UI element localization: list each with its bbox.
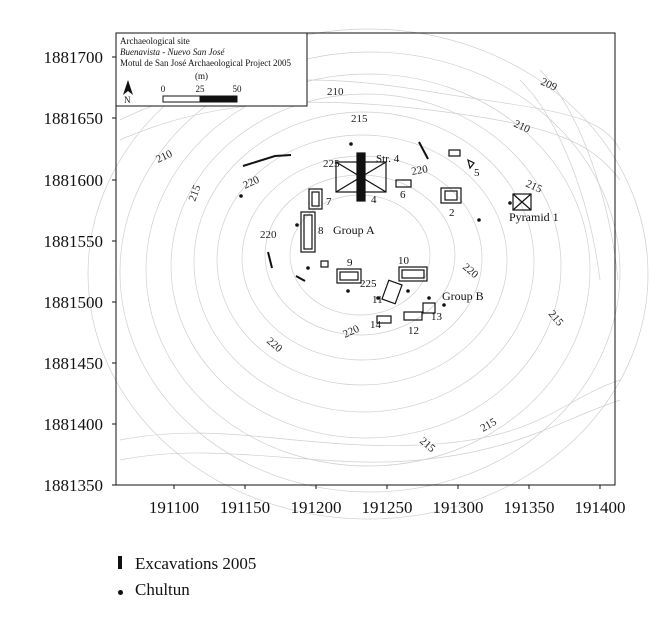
y-tick-label: 1881500 <box>43 293 103 312</box>
contour-label: 215 <box>523 177 544 196</box>
scale-tick-25: 25 <box>195 84 205 94</box>
group-b-label: Group B <box>442 289 484 303</box>
contour-label: 215 <box>545 308 566 329</box>
info-site-name: Buenavista - Nuevo San José <box>120 47 225 57</box>
structure-9 <box>337 269 361 283</box>
group-a-label: Group A <box>333 223 375 237</box>
contour-label: 209 <box>538 75 559 94</box>
contour-label: 215 <box>186 183 204 204</box>
y-tick-label: 1881450 <box>43 354 103 373</box>
excavation-trench <box>357 153 365 201</box>
contour-label: 220 <box>260 229 277 241</box>
contour-label: 210 <box>327 86 344 98</box>
structure-label: 12 <box>408 325 419 337</box>
scale-tick-50: 50 <box>232 84 242 94</box>
structure-11 <box>382 280 402 304</box>
scale-unit: (m) <box>195 71 208 81</box>
structure-5 <box>449 150 460 156</box>
structure-8 <box>301 212 315 252</box>
structure-label: 5 <box>474 167 480 179</box>
legend-chultun-label: Chultun <box>135 580 190 599</box>
contour-label: 215 <box>478 415 499 435</box>
x-tick-label: 191250 <box>361 498 413 517</box>
y-tick-label: 1881650 <box>43 109 103 128</box>
contour-label: 210 <box>154 147 175 166</box>
excavation-bar-icon <box>113 554 127 574</box>
structure-2 <box>441 188 461 203</box>
x-tick-label: 191100 <box>148 498 200 517</box>
contour-label: 220 <box>264 335 285 355</box>
north-label: N <box>124 95 131 105</box>
y-tick-label: 1881400 <box>43 415 103 434</box>
contour-label: 220 <box>241 173 262 192</box>
contour-label: 210 <box>511 117 532 136</box>
contour-label: 220 <box>410 163 429 178</box>
structure-label: 14 <box>370 319 381 331</box>
scale-bar <box>163 96 237 102</box>
contour-label: 225 <box>323 158 340 170</box>
structure-label: 6 <box>400 189 406 201</box>
x-tick-label: 191300 <box>432 498 484 517</box>
y-tick-label: 1881550 <box>43 232 103 251</box>
contour-label: 215 <box>417 435 438 455</box>
structure-10 <box>399 267 427 281</box>
legend <box>113 551 256 603</box>
structure-label: 13 <box>431 311 442 323</box>
structure-label: 8 <box>318 225 324 237</box>
contour-label: 220 <box>341 322 362 341</box>
x-tick-label: 191350 <box>503 498 555 517</box>
chultun-dot-icon <box>113 580 127 600</box>
legend-excavations-label: Excavations 2005 <box>135 554 257 573</box>
y-tick-label: 1881600 <box>43 171 103 190</box>
legend-chultun <box>113 577 256 603</box>
structure-label: 10 <box>398 255 409 267</box>
pyramid-label: Pyramid 1 <box>509 210 559 224</box>
structure-label: 4 <box>371 194 377 206</box>
scale-tick-0: 0 <box>160 84 166 94</box>
structure-label: 9 <box>347 257 353 269</box>
y-axis <box>112 57 116 485</box>
legend-excavations <box>113 551 256 577</box>
x-axis <box>174 485 600 489</box>
y-tick-label: 1881700 <box>43 48 103 67</box>
x-tick-label: 191400 <box>574 498 626 517</box>
contour-label: 220 <box>460 261 481 281</box>
info-project: Motul de San José Archaeological Project 2005 <box>120 58 291 68</box>
structure-12 <box>404 312 422 320</box>
x-tick-label: 191200 <box>290 498 342 517</box>
structure-label: 2 <box>449 207 455 219</box>
structure-label: 7 <box>326 196 332 208</box>
structure-label: 225 <box>360 278 377 290</box>
info-box <box>116 33 307 106</box>
info-title: Archaeological site <box>120 36 190 46</box>
contour-label: 215 <box>351 113 368 125</box>
y-tick-label: 1881350 <box>43 476 103 495</box>
structure-label: Str. 4 <box>376 153 400 165</box>
structure-label: 11 <box>372 294 383 306</box>
structures <box>243 142 531 323</box>
x-tick-label: 191150 <box>219 498 271 517</box>
